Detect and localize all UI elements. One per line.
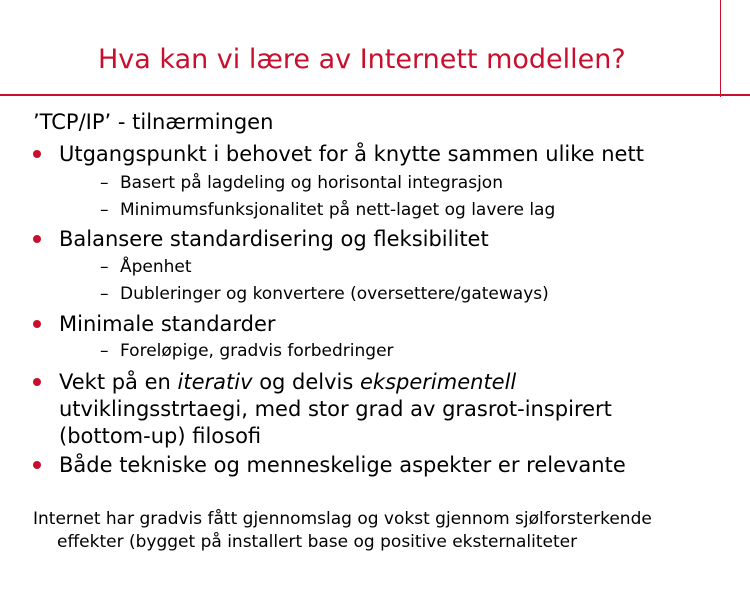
- footer-line-2: effekter (bygget på installert base og positive eksternaliteter: [57, 532, 578, 552]
- title-vertical-rule: [720, 0, 721, 97]
- sub-bullet-text: Dubleringer og konvertere (oversettere/gateways): [120, 284, 549, 304]
- title-underline: [0, 94, 750, 96]
- bullet-text: Utgangspunkt i behovet for å knytte sammen ulike nett: [59, 142, 644, 166]
- bullet-text: Både tekniske og menneskelige aspekter er relevante: [59, 453, 626, 477]
- bullet-text-part: og delvis: [252, 370, 361, 394]
- bullet-dot-icon: [33, 461, 41, 469]
- sub-bullet-text: Foreløpige, gradvis forbedringer: [120, 341, 394, 361]
- dash-icon: –: [100, 284, 109, 304]
- bullet-text: (bottom-up) filosofi: [59, 424, 262, 448]
- sub-bullet-text: Minimumsfunksjonalitet på nett-laget og lavere lag: [120, 200, 556, 220]
- bullet-text-part: Vekt på en: [59, 370, 178, 394]
- emphasis-eksperimentell: eksperimentell: [360, 370, 517, 394]
- bullet-text: utviklingsstrtaegi, med stor grad av grasrot-inspirert: [59, 397, 612, 421]
- footer-note: [33, 508, 733, 554]
- intro-heading: ’TCP/IP’ - tilnærmingen: [33, 110, 274, 134]
- footer-line-1: Internet har gradvis fått gjennomslag og vokst gjennom sjølforsterkende: [33, 509, 652, 529]
- dash-icon: –: [100, 200, 109, 220]
- bullet-dot-icon: [33, 235, 41, 243]
- dash-icon: –: [100, 257, 109, 277]
- dash-icon: –: [100, 173, 109, 193]
- bullet-text: Balansere standardisering og fleksibilitet: [59, 227, 489, 251]
- emphasis-iterativ: iterativ: [177, 370, 253, 394]
- dash-icon: –: [100, 341, 109, 361]
- slide-title: Hva kan vi lære av Internett modellen?: [98, 44, 626, 75]
- bullet-dot-icon: [33, 320, 41, 328]
- bullet-text: Minimale standarder: [59, 312, 276, 336]
- bullet-dot-icon: [33, 378, 41, 386]
- bullet-dot-icon: [33, 150, 41, 158]
- bullet-text: [59, 369, 516, 396]
- sub-bullet-text: Åpenhet: [120, 257, 192, 277]
- sub-bullet-text: Basert på lagdeling og horisontal integrasjon: [120, 173, 503, 193]
